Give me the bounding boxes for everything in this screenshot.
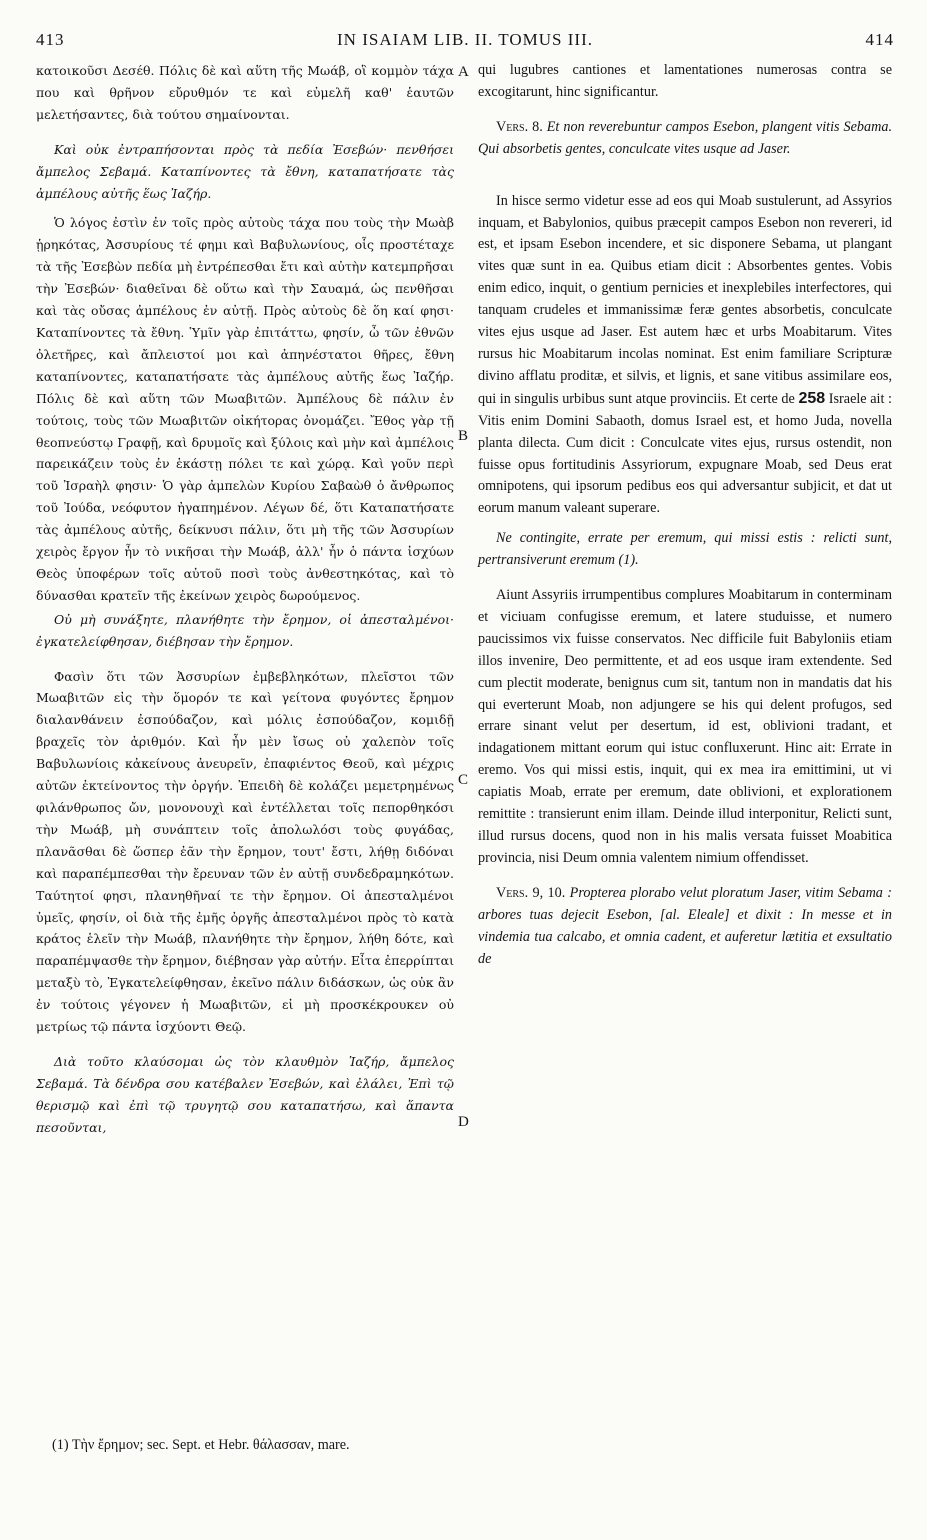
latin-lemma-2: Ne contingite, errate per eremum, qui missi estis : relicti sunt, pertransiverunt eremum (1). xyxy=(478,530,892,569)
latin-column xyxy=(478,60,892,970)
column-number: 258 xyxy=(798,389,826,407)
latin-lemma-1 xyxy=(478,117,892,161)
margin-letter-c: C xyxy=(458,772,469,788)
greek-column xyxy=(36,60,454,1139)
latin-lemma-1-text: Et non reverebuntur campos Esebon, plangent vitis Sebama. Qui absorbetis gentes, conculcate vites usque ad Jaser. xyxy=(478,118,893,157)
latin-commentary-1a: In hisce sermo videtur esse ad eos qui Moab sustulerunt, ad Assyrios inquam, et Babylonios, quibus præcepit campos Esebon non revereri, id est, et ipsam Esebon incendere, et sic disponere Sebama, ut plangant vites quæ sunt in ea. Quibus etiam dicit : Absorbentes gentes. Vobis enim edico, inquit, o gentium pernicies et inexplebiles interfectores, qui tanquam crudeles et immanissimæ feræ gentes absorbetis, conculcate vites ejus usque ad Jaser. Est autem hæc et urbs Moabitarum. Vites rursus hic Moabitarum incolas nominat. Est enim familiare Scripturæ divino afflatu proditæ, et silvis, et lignis, et sane vitibus assimilare eos, qui in singulis urbibus sunt atque provinciis. Et certe de xyxy=(478,192,892,407)
margin-letter-b: B xyxy=(458,428,469,444)
latin-commentary-1b: Israele ait : Vitis enim Domini Sabaoth, domus Israel est, et homo Juda, novella planta dilecta. Cum dicit : Conculcate vites ejus, rursus ostendit, non fuisse opus fortitudinis Assyriorum, expugnare Moab, sed Deus erat omnipotens, qui ipsorum pedibus eos qui adversantur subjicit, et dat ut eorum manum valeant superare. xyxy=(478,390,892,517)
latin-commentary-1 xyxy=(478,191,892,521)
latin-lemma-3-text: Propterea plorabo velut ploratum Jaser, vitim Sebama : arbores tuas dejecit Esebon, [al. Eleale] et dixit : In messe et in vindemia tua calcabo, et omnia cadent, et auferetur lætitia et exsultatio de xyxy=(478,884,893,967)
latin-lemma-3 xyxy=(478,883,892,971)
latin-paragraph-1: qui lugubres cantiones et lamentationes numerosas contra se excogitarunt, hinc significantur. xyxy=(478,62,892,100)
margin-letter-d: D xyxy=(458,1114,469,1130)
latin-commentary-2: Aiunt Assyriis irrumpentibus complures Moabitarum in conterminam et viciuam confugisse eremum, et latere studuisse, et numero paucissimos vix fuisse conservatos. Nec difficile fuit Babyloniis etiam illos invenire, Deo permittente, et ad eos usque iram extendente. Sed cum plectit moderate, benignus cum sit, tantum non in mandatis dat his qui everterunt Moab, non adjungere se his qui delent profugos, sed errare sinant velut per desertum, id est, oblivioni tradant, et indagationem mittant eorum qui istuc confluxerunt. Hinc ait: Errate in eremo. Vos qui missi estis, inquit, qui ex mea ira emittimini, ut vi capiatis Moab, errate per eremum, date oblivioni, et explorationem remittite : transierunt enim illam. Deinde illud interponitur, Relicti sunt, illud rursus docens, quod non in his malis versata fuisset Moabitica provincia, nisi Deum omnia valentem nimium offendisset. xyxy=(478,587,892,866)
verse-ref-9-10: Vers. 9, 10. xyxy=(496,884,566,901)
page-number-right: 414 xyxy=(865,30,894,49)
footnote: (1) Τὴν ἔρημον; sec. Sept. et Hebr. θάλασσαν, mare. xyxy=(52,1437,350,1453)
running-title: IN ISAIAM LIB. II. TOMUS III. xyxy=(337,30,593,49)
page-number-left: 413 xyxy=(36,30,65,49)
greek-commentary-1: Ὁ λόγος ἐστὶν ἐν τοῖς πρὸς αὐτοὺς τάχα που τοὺς τὴν Μωὰβ ᾑρηκότας, Ἀσσυρίους τέ φημι καὶ Βαβυλωνίους, οἷς προστέταχε τὰ τῆς Ἐσεβὼν πεδία μὴ ἐντρέπεσθαι ἔτι καὶ αὐτὴν κατεμπρῆσαι τὴν Ἐσεβών· διαθεῖναι δὲ οὕτω καὶ τὴν Σαυαμά, ὡς πενθῆσαι καὶ τὰς οὔσας ἀμπέλους ἐν αὐτῇ. Πρὸς αὐτοὺς δὲ ὅη καί φησι· Καταπίνοντες τὰ ἔθνη. Ὑμῖν γὰρ ἐπιτάττω, φησίν, ὦ τῶν ἐθνῶν ὀλετῆρες, καὶ ἄπλειστοί μοι καὶ ἀπηνέστατοι θῆρες, ἔθνη καταπίνοντες, καταπατήσατε τὰς ἀμπέλους αὐτῆς ἕως Ἰαζήρ. Πόλις δὲ καὶ αὕτη τῶν Μωαβιτῶν. Ἀμπέλους δὲ πάλιν ἐν τούτοις, τοὺς τῶν Μωαβιτῶν οἰκήτορας ὀνομάζει. Ἔθος γὰρ τῇ θεοπνεύστῳ Γραφῇ, καὶ δρυμοῖς καὶ ξύλοις καὶ μὴν καὶ ἀμπέλοις παρεικάζειν τοὺς ἐν ἑκάστῃ πόλει τε καὶ χώρᾳ. Καὶ γοῦν περὶ τοῦ Ἰσραὴλ φησιν· Ὁ γὰρ ἀμπελὼν Κυρίου Σαβαὼθ ὁ ἄνθρωπος τοῦ Ἰούδα, νεόφυτον ἠγαπημένον. Λέγων δέ, ὅτι Καταπατήσατε τὰς ἀμπέλους αὐτῆς, δείκνυσι πάλιν, ὅτι μὴ τῆς τῶν Ἀσσυρίων χειρὸς ἔργον ἦν τὸ νικῆσαι τὴν Μωάβ, ἀλλ' ἦν ὁ πάντα ἰσχύων Θεὸς ὑποφέρων τοῖς αὐτοῦ ποσὶ τοὺς ἀνθεστηκότας, καὶ τὸ δύνασθαι κρατεῖν τῆς ἐκείνων χειρὸς δωρούμενος. xyxy=(36,215,454,603)
greek-commentary-2: Φασὶν ὅτι τῶν Ἀσσυρίων ἐμβεβληκότων, πλεῖστοι τῶν Μωαβιτῶν εἰς τὴν ὅμορόν τε καὶ γείτονα φυγόντες ἔρημον διαλανθάνειν ἐσπούδαζον, καὶ μόλις ἐσπούδαζον, κομιδῇ βραχεῖς τὸν ἀριθμόν. Καὶ ἦν μὲν ἴσως οὐ χαλεπὸν τοῖς Βαβυλωνίοις κἀκείνους ἀνευρεῖν, ἐπαφιέντος Θεοῦ, καὶ μέχρις αὐτῶν ἐκτείνοντος τὴν ὀργήν. Ἐπειδὴ δὲ κολάζει μεμετρημένως φιλάνθρωπος ὤν, μονονουχὶ καὶ ἐντέλλεται τοῖς πεπορθηκόσι τὴν Μωάβ, μὴ συνάπτειν τοῖς ἀπολωλόσι τοὺς φυγάδας, πλανᾶσθαι δὲ ὥσπερ ἐᾶν τὴν ἔρημον, τουτ' ἔστι, λήθῃ διδόναι καὶ παραπέμπεσθαι τὴν ἔρευναν τῶν ἐν αὐτῇ συνδεδραμηκότων. Ταύτητοί φησι, πλανηθῆναί τε τὴν ἔρημον. Οἱ ἀπεσταλμένοι ὑμεῖς, φησίν, οἱ διὰ τῆς ἐμῆς ὀργῆς ἀπεσταλμένοι πρὸς τὸ κατὰ κράτος ἑλεῖν τὴν Μωάβ, πλανήθητε τὴν ἔρημον, λήθη δότε, καὶ παραπέμψασθε τὴν ἔρημον, διέβησαν γὰρ αὐτήν. Εἶτα ἐπερρίπται μεταξὺ τὸ, Ἐγκατελείφθησαν, ἐκεῖνο πάλιν διδάσκων, ὡς οὐκ ἂν ἐν τούτοις γέγονεν ἡ Μωαβιτῶν, εἰ μὴ προσκέκρουκεν οὐ μετρίως τῷ πάντα ἰσχύοντι Θεῷ. xyxy=(36,668,454,1035)
greek-lemma-3: Διὰ τοῦτο κλαύσομαι ὡς τὸν κλαυθμὸν Ἰαζήρ, ἄμπελος Σεβαμά. Τὰ δένδρα σου κατέβαλεν Ἐσεβών, καὶ ἐλάλει, Ἐπὶ τῷ θερισμῷ καὶ ἐπὶ τῷ τρυγητῷ σου καταπατήσω, καὶ ἅπαντα πεσοῦνται, xyxy=(36,1053,454,1135)
greek-lemma-2: Οὐ μὴ συνάξητε, πλανήθητε τὴν ἔρημον, οἱ ἀπεσταλμένοι· ἐγκατελείφθησαν, διέβησαν τὴν ἔρημον. xyxy=(36,611,454,649)
greek-lemma-1: Καὶ οὐκ ἐντραπήσονται πρὸς τὰ πεδία Ἐσεβών· πενθήσει ἄμπελος Σεβαμά. Καταπίνοντες τὰ ἔθνη, καταπατήσατε τὰς ἀμπέλους αὐτῆς ἕως Ἰαζήρ. xyxy=(36,141,454,201)
running-header xyxy=(36,30,894,56)
greek-paragraph-1: κατοικοῦσι Δεσέθ. Πόλις δὲ καὶ αὕτη τῆς Μωάβ, οἳ κομμὸν τάχα που καὶ θρῆνον εὔρυθμόν τε καὶ εὐμελῆ καθ' ἑαυτῶν μελετήσαντες, διὰ τούτου σημαίνονται. xyxy=(36,63,454,122)
verse-ref-8: Vers. 8. xyxy=(496,118,543,135)
margin-letter-a: A xyxy=(458,64,469,80)
